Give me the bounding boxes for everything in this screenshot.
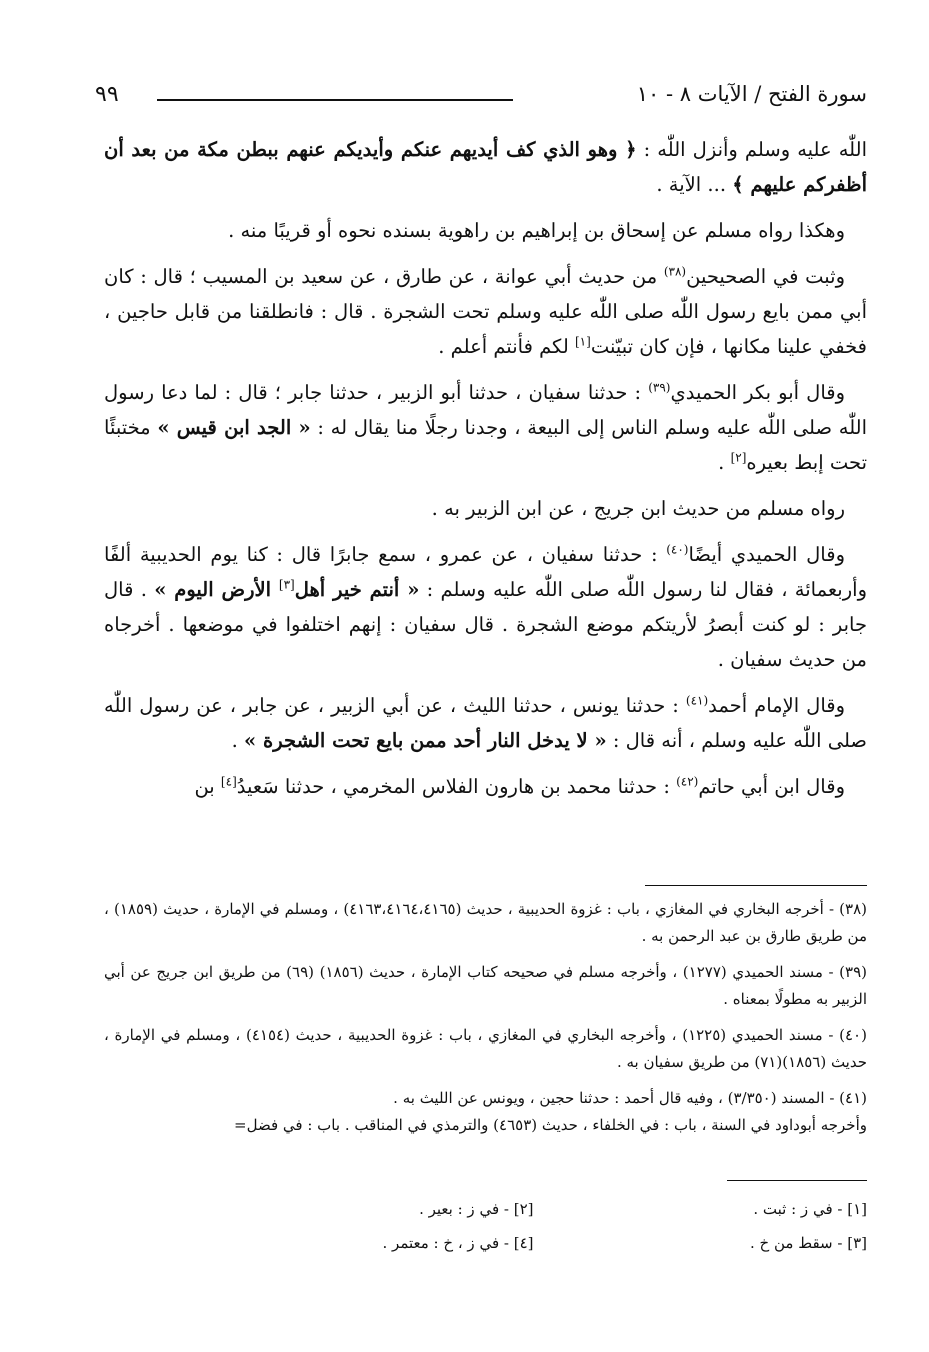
variant-rule xyxy=(727,1180,867,1181)
footnote-ref: (٤١) xyxy=(685,693,709,708)
text: وقال أبو بكر الحميدي xyxy=(670,381,845,404)
variant-row xyxy=(200,1226,867,1260)
footnote-38: (٣٨) - أخرجه البخاري في المغازي ، باب : غزوة الحديبية ، حديث (٤١٦٣،٤١٦٤،٤١٦٥) ، ومسلم في الإمارة ، حديث (١٨٥٩) ، من طريق طارق بن عبد الرحمن به . xyxy=(104,900,867,945)
variant-readings xyxy=(200,1192,867,1260)
running-title: سورة الفتح / الآيات ٨ - ١٠ xyxy=(636,82,867,106)
footnote-continuation: وأخرجه أبوداود في السنة ، باب : في الخلفاء ، حديث (٤٦٥٣) والترمذي في المناقب . باب : في فضل= xyxy=(234,1116,867,1134)
footnote-ref: (٣٨) xyxy=(663,264,687,279)
paragraph-2: وهكذا رواه مسلم عن إسحاق بن إبراهيم بن راهوية بسنده نحوه أو قريبًا منه . xyxy=(228,219,845,242)
variant-4: [٤] - في ز ، خ : معتمر . xyxy=(382,1234,534,1252)
paragraph-7 xyxy=(104,688,867,758)
footnote-ref: (٤٢) xyxy=(676,774,699,789)
main-text xyxy=(104,132,867,815)
paragraph-8 xyxy=(104,769,867,804)
text: . xyxy=(718,451,731,474)
variant-ref: [١] xyxy=(574,334,591,349)
variant-row xyxy=(200,1192,867,1226)
text: : حدثنا سفيان ، عن عمرو ، سمع جابرًا قال : كنا يوم الحديبية ألفًا وأربعمائة ، فقال لنا رسول اللّٰه صلى اللّٰه عليه وسلم : xyxy=(104,543,867,601)
hadith-quote: « لا يدخل النار أحد ممن بايع تحت الشجرة » xyxy=(244,729,607,752)
text: : حدثنا محمد بن هارون الفلاس المخرمي ، حدثنا سَعيدُ xyxy=(236,775,677,798)
text: : حدثنا يونس ، حدثنا الليث ، عن أبي الزبير ، عن جابر ، عن رسول اللّٰه صلى اللّٰه عليه وسلم ، أنه قال : xyxy=(104,694,867,752)
variant-2: [٢] - في ز : بعير . xyxy=(419,1200,534,1218)
variant-ref: [٤] xyxy=(220,774,237,789)
paragraph-3 xyxy=(104,259,867,364)
footnote-ref: (٣٩) xyxy=(648,380,671,395)
text: وقال ابن أبي حاتم xyxy=(698,775,845,798)
variant-ref: [٢] xyxy=(730,450,747,465)
text: من حديث أبي عوانة ، عن طارق ، عن سعيد بن المسيب ؛ قال : كان أبي ممن بايع رسول اللّٰه صلى اللّٰه عليه وسلم تحت الشجرة . قال : فانطلقنا من قابل حاجين ، فخفي علينا مكانها ، فإن كان تبيّنت xyxy=(104,265,867,358)
footnotes xyxy=(104,896,867,1148)
paragraph-1 xyxy=(104,132,867,202)
text: . قال جابر : لو كنت أبصرُ لأريتكم موضع الشجرة . قال سفيان : إنهم اختلفوا في موضعها . أخرجاه من حديث سفيان . xyxy=(104,578,867,671)
variant-3: [٣] - سقط من خ . xyxy=(750,1234,867,1252)
paragraph-6 xyxy=(104,537,867,677)
page-header xyxy=(95,82,867,116)
text: . xyxy=(231,729,245,752)
header-rule xyxy=(157,99,513,101)
text: وقال الحميدي أيضًا xyxy=(688,543,845,566)
footnote-40: (٤٠) - مسند الحميدي (١٢٢٥) ، وأخرجه البخاري في المغازي ، باب : غزوة الحديبية ، حديث (٤١٥٤) ، ومسلم في الإمارة ، حديث (١٨٥٦)(٧١) من طريق سفيان به . xyxy=(104,1026,867,1071)
variant-ref: [٣] xyxy=(278,577,295,592)
page-number: ٩٩ xyxy=(95,82,119,107)
text: وثبت في الصحيحين xyxy=(686,265,846,288)
footnote-39: (٣٩) - مسند الحميدي (١٢٧٧) ، وأخرجه مسلم في صحيحه كتاب الإمارة ، حديث (١٨٥٦) (٦٩) من طريق ابن جريج عن أبي الزبير به مطولًا بمعناه . xyxy=(104,963,867,1008)
bold-text: « الجد ابن قيس » xyxy=(157,416,311,439)
text: : حدثنا سفيان ، حدثنا أبو الزبير ، حدثنا جابر ؛ قال : لما دعا رسول اللّٰه صلى اللّٰه عليه وسلم الناس إلى البيعة ، وجدنا رجلًا منا يقال له : xyxy=(104,381,868,439)
text: مختبئًا تحت إبط بعيره xyxy=(104,416,867,474)
text: وقال الإمام أحمد xyxy=(708,694,845,717)
footnote-ref: (٤٠) xyxy=(666,542,689,557)
quran-verse: ﴿ وهو الذي كف أيديهم عنكم وأيديكم عنهم ببطن مكة من بعد أن أظفركم عليهم ﴾ xyxy=(104,138,867,196)
text: اللّٰه عليه وسلم وأنزل اللّٰه : xyxy=(636,138,867,161)
variant-1: [١] - في ز : ثبت . xyxy=(753,1200,867,1218)
paragraph-4 xyxy=(104,375,867,480)
hadith-quote: الأرض اليوم » xyxy=(154,578,279,601)
text: ... الآية . xyxy=(656,173,733,196)
text: لكم فأنتم أعلم . xyxy=(438,335,575,358)
text: بن xyxy=(194,775,221,798)
paragraph-5: رواه مسلم من حديث ابن جريج ، عن ابن الزبير به . xyxy=(431,497,845,520)
footnote-rule xyxy=(645,885,867,886)
footnote-41: (٤١) - المسند (٣/٣٥٠) ، وفيه قال أحمد : حدثنا حجين ، ويونس عن الليث به . xyxy=(393,1089,867,1107)
hadith-quote: « أنتم خير أهل xyxy=(294,578,420,601)
